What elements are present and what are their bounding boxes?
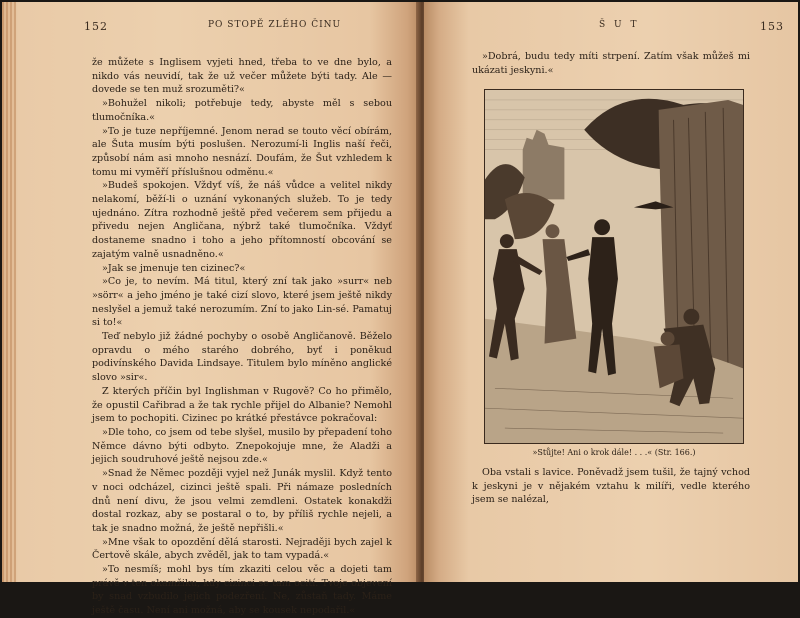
paragraph: že můžete s Inglisem vyjeti hned, třeba to ve dne bylo, a nikdo vás neuvidí, tak že už večer můžete býti tady. Ale — dovede se ten muž srozuměti?« [92, 57, 392, 96]
open-book [2, 2, 798, 617]
left-running-head: PO STOPĚ ZLÉHO ČINU [208, 20, 342, 30]
paragraph: »To nesmíš; mohl bys tím zkaziti celou věc a dojeti tam právě v ten okamžiku, kdy cizinci se tam ocití. Tvoje objevení by snad vzbudilo jejich podezření. Ne, zůstaň tady. Máme ještě času. Není ani možná, aby se kousek nepodařil.« [92, 564, 392, 617]
paragraph: »Bohužel nikoli; potřebuje tedy, abyste měl s sebou tlumočníka.« [92, 98, 392, 123]
left-page-number: 152 [84, 20, 108, 33]
paragraph: »Budeš spokojen. Vždyť víš, že náš vůdce a velitel nikdy nelakomí, běží-li o uznání vykonaných služeb. To je tedy ujednáno. Zítra rozhodně ještě před večerem sem přijedu a přivedu nejen Angličana, nýbrž také tlumočníka. Vždyť dostaneme snadno i toho a jeho přítomností obcování se zajatým valně usnadněno.« [92, 180, 392, 260]
engraving-illustration [484, 89, 744, 444]
illustration-caption: »Stůjte! Ani o krok dále! . . .« (Str. 166.) [532, 448, 696, 457]
paragraph: »Jak se jmenuje ten cizinec?« [102, 262, 246, 274]
paragraph: »Dle toho, co jsem od tebe slyšel, musilo by přepadení toho Němce dávno býti odbyto. Znepokojuje mne, že Aladži a jejich soudruhové ještě nejsou zde.« [92, 426, 392, 466]
right-bottom-text [472, 466, 750, 507]
paragraph: Teď nebylo již žádné pochyby o osobě Angličanově. Běželo opravdu o mého starého dobrého, byť i poněkud podivínského Davida Lindsaye. Titulem bylo míněno anglické slovo »sir«. [92, 331, 392, 384]
paragraph: »Mne však to opozdění dělá starosti. Nejraději bych zajel k Čertově skále, abych zvěděl, jak to tam vypadá.« [92, 536, 392, 562]
right-top-text [472, 50, 750, 77]
paragraph: »Snad že Němec později vyjel než Junák myslil. Když tento v noci odcházel, cizinci ještě spali. Při námaze posledních dnů není divu, že jsou velmi zemdleni. Ostatek konakdži dostal rozkaz, aby se postaral o to, by příliš rychle nejeli, a tak je snadno možná, že ještě nepřišli.« [92, 468, 392, 534]
paragraph: Z kterých příčin byl Inglishman v Rugově? Co ho přimělo, že opustil Cařibrad a že tak rychle přijel do Albanie? Nemohl jsem to pochopiti. Cizinec po krátké přestávce pokračoval: [92, 385, 392, 425]
paragraph: »Co je, to nevím. Má titul, který zní tak jako »surr« neb »sörr« a jeho jméno je také cizí slovo, které jsem ještě nikdy neslyšel a jemuž také nerozumím. Zní to jako Lin-sé. Pamatuj si to!« [92, 276, 392, 329]
right-page-number: 153 [760, 20, 784, 33]
paragraph: »Dobrá, budu tedy míti strpení. Zatím však můžeš mi ukázati jeskyni.« [472, 51, 750, 76]
paragraph: »To je tuze nepříjemné. Jenom nerad se touto věcí obírám, ale Šuta musím býti poslušen. Nerozumí-li Inglis naší řeči, způsobí nám asi mnoho nesnází. Doufám, že Šut vzhledem k tomu mi vyměří příslušnou odměnu.« [92, 125, 392, 178]
left-page [2, 2, 420, 617]
illustration-drawing [485, 90, 743, 443]
left-body-text [92, 56, 392, 618]
paragraph: Oba vstali s lavice. Poněvadž jsem tušil, že tajný vchod k jeskyni je v nějakém vztahu k milíři, vedle kterého jsem se nalézal, [472, 467, 750, 506]
page-edges [2, 2, 16, 582]
right-running-head: Š U T [599, 20, 640, 30]
right-page [424, 2, 798, 582]
